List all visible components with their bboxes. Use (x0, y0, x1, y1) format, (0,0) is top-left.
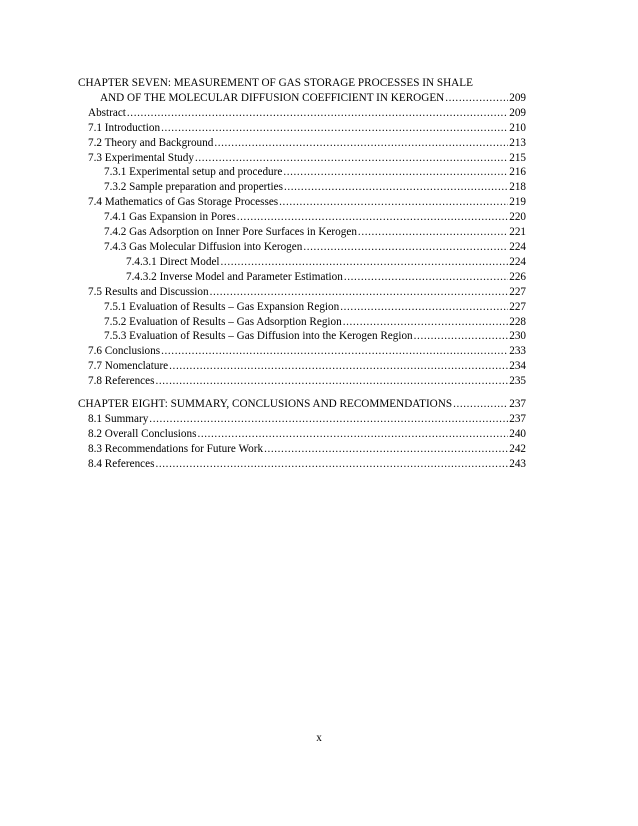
toc-entry-7-4-3 (78, 240, 526, 255)
toc-entry-title: 7.6 Conclusions (88, 345, 161, 358)
chapter-seven-heading-line2 (78, 91, 526, 106)
leader-dots (344, 270, 508, 285)
toc-entry-7-4-3-2 (78, 270, 526, 285)
toc-entry-page: 218 (509, 181, 526, 194)
toc-entry-title: 7.4.3.1 Direct Model (126, 255, 220, 268)
toc-entry-title: 7.7 Nomenclature (88, 360, 169, 373)
toc-entry-title: 7.4.3.2 Inverse Model and Parameter Estimation (126, 270, 343, 283)
toc-entry-page: 242 (509, 442, 526, 455)
leader-dots (195, 151, 508, 166)
toc-entry-title: 7.4.1 Gas Expansion in Pores (104, 211, 236, 224)
table-of-contents (78, 76, 526, 472)
leader-dots (221, 255, 509, 270)
chapter-seven-page: 209 (509, 91, 526, 104)
leader-dots (453, 397, 508, 412)
toc-entry-7-4-3-1 (78, 255, 526, 270)
toc-entry-7-4 (78, 195, 526, 210)
toc-entry-title: 7.5.3 Evaluation of Results – Gas Diffusion into the Kerogen Region (104, 330, 413, 343)
toc-entry-page: 224 (509, 255, 526, 268)
toc-entry-7-5-1 (78, 300, 526, 315)
toc-entry-7-7 (78, 359, 526, 374)
toc-entry-abstract (78, 106, 526, 121)
toc-entry-title: 7.1 Introduction (88, 121, 161, 134)
leader-dots (358, 225, 508, 240)
leader-dots (161, 344, 508, 359)
chapter-eight-title: CHAPTER EIGHT: SUMMARY, CONCLUSIONS AND RECOMMENDATIONS (78, 398, 453, 411)
chapter-spacer (78, 389, 526, 397)
toc-entry-7-1 (78, 121, 526, 136)
toc-entry-title: 8.4 References (88, 457, 155, 470)
toc-entry-page: 209 (509, 106, 526, 119)
leader-dots (264, 442, 508, 457)
toc-entry-8-3 (78, 442, 526, 457)
toc-entry-8-2 (78, 427, 526, 442)
toc-entry-title: 8.3 Recommendations for Future Work (88, 442, 264, 455)
toc-entry-title: 8.1 Summary (88, 412, 149, 425)
chapter-eight-heading (78, 397, 526, 412)
leader-dots (340, 300, 508, 315)
toc-entry-page: 220 (509, 211, 526, 224)
toc-entry-7-6 (78, 344, 526, 359)
toc-entry-page: 219 (509, 196, 526, 209)
toc-entry-page: 234 (509, 360, 526, 373)
leader-dots (210, 285, 509, 300)
toc-entry-title: Abstract (88, 106, 126, 119)
leader-dots (149, 412, 508, 427)
toc-entry-7-5 (78, 285, 526, 300)
toc-entry-title: 7.3.1 Experimental setup and procedure (104, 166, 283, 179)
toc-entry-title: 8.2 Overall Conclusions (88, 427, 197, 440)
toc-entry-7-4-1 (78, 210, 526, 225)
toc-entry-page: 216 (509, 166, 526, 179)
toc-entry-page: 235 (509, 375, 526, 388)
toc-entry-page: 224 (509, 240, 526, 253)
toc-entry-title: 7.3 Experimental Study (88, 151, 194, 164)
leader-dots (214, 136, 508, 151)
chapter-seven-heading-continuation: AND OF THE MOLECULAR DIFFUSION COEFFICIENT IN KEROGEN (100, 91, 445, 104)
toc-entry-page: 227 (509, 300, 526, 313)
leader-dots (445, 91, 508, 106)
toc-entry-8-1 (78, 412, 526, 427)
toc-entry-7-2 (78, 136, 526, 151)
page-number: x (316, 732, 322, 744)
toc-entry-page: 221 (509, 226, 526, 239)
toc-entry-title: 7.4 Mathematics of Gas Storage Processes (88, 196, 279, 209)
leader-dots (197, 427, 508, 442)
leader-dots (237, 210, 508, 225)
chapter-eight-page: 237 (509, 398, 526, 411)
toc-entry-title: 7.5.2 Evaluation of Results – Gas Adsorption Region (104, 315, 342, 328)
leader-dots (279, 195, 508, 210)
leader-dots (169, 359, 508, 374)
toc-entry-7-3-1 (78, 165, 526, 180)
toc-entry-title: 7.8 References (88, 375, 155, 388)
toc-entry-7-5-2 (78, 315, 526, 330)
toc-entry-page: 240 (509, 427, 526, 440)
toc-entry-page: 243 (509, 457, 526, 470)
toc-entry-7-4-2 (78, 225, 526, 240)
toc-entry-title: 7.2 Theory and Background (88, 136, 214, 149)
toc-entry-page: 237 (509, 412, 526, 425)
toc-entry-7-5-3 (78, 329, 526, 344)
leader-dots (284, 180, 508, 195)
leader-dots (127, 106, 508, 121)
toc-entry-7-3 (78, 151, 526, 166)
leader-dots (343, 315, 509, 330)
chapter-seven-heading-line1: CHAPTER SEVEN: MEASUREMENT OF GAS STORAGE PROCESSES IN SHALE (78, 77, 473, 89)
leader-dots (414, 329, 509, 344)
leader-dots (155, 374, 508, 389)
leader-dots (155, 457, 508, 472)
toc-entry-page: 210 (509, 121, 526, 134)
toc-entry-page: 227 (509, 285, 526, 298)
toc-entry-title: 7.5.1 Evaluation of Results – Gas Expansion Region (104, 300, 340, 313)
leader-dots (283, 165, 508, 180)
toc-entry-page: 215 (509, 151, 526, 164)
toc-entry-page: 213 (509, 136, 526, 149)
toc-entry-7-8 (78, 374, 526, 389)
toc-entry-title: 7.4.2 Gas Adsorption on Inner Pore Surfaces in Kerogen (104, 226, 357, 239)
toc-entry-page: 233 (509, 345, 526, 358)
toc-entry-page: 228 (509, 315, 526, 328)
toc-entry-page: 226 (509, 270, 526, 283)
leader-dots (161, 121, 508, 136)
toc-entry-title: 7.3.2 Sample preparation and properties (104, 181, 283, 194)
leader-dots (303, 240, 508, 255)
toc-entry-title: 7.4.3 Gas Molecular Diffusion into Kerogen (104, 240, 303, 253)
toc-entry-8-4 (78, 457, 526, 472)
toc-entry-7-3-2 (78, 180, 526, 195)
toc-entry-title: 7.5 Results and Discussion (88, 285, 209, 298)
toc-entry-page: 230 (509, 330, 526, 343)
